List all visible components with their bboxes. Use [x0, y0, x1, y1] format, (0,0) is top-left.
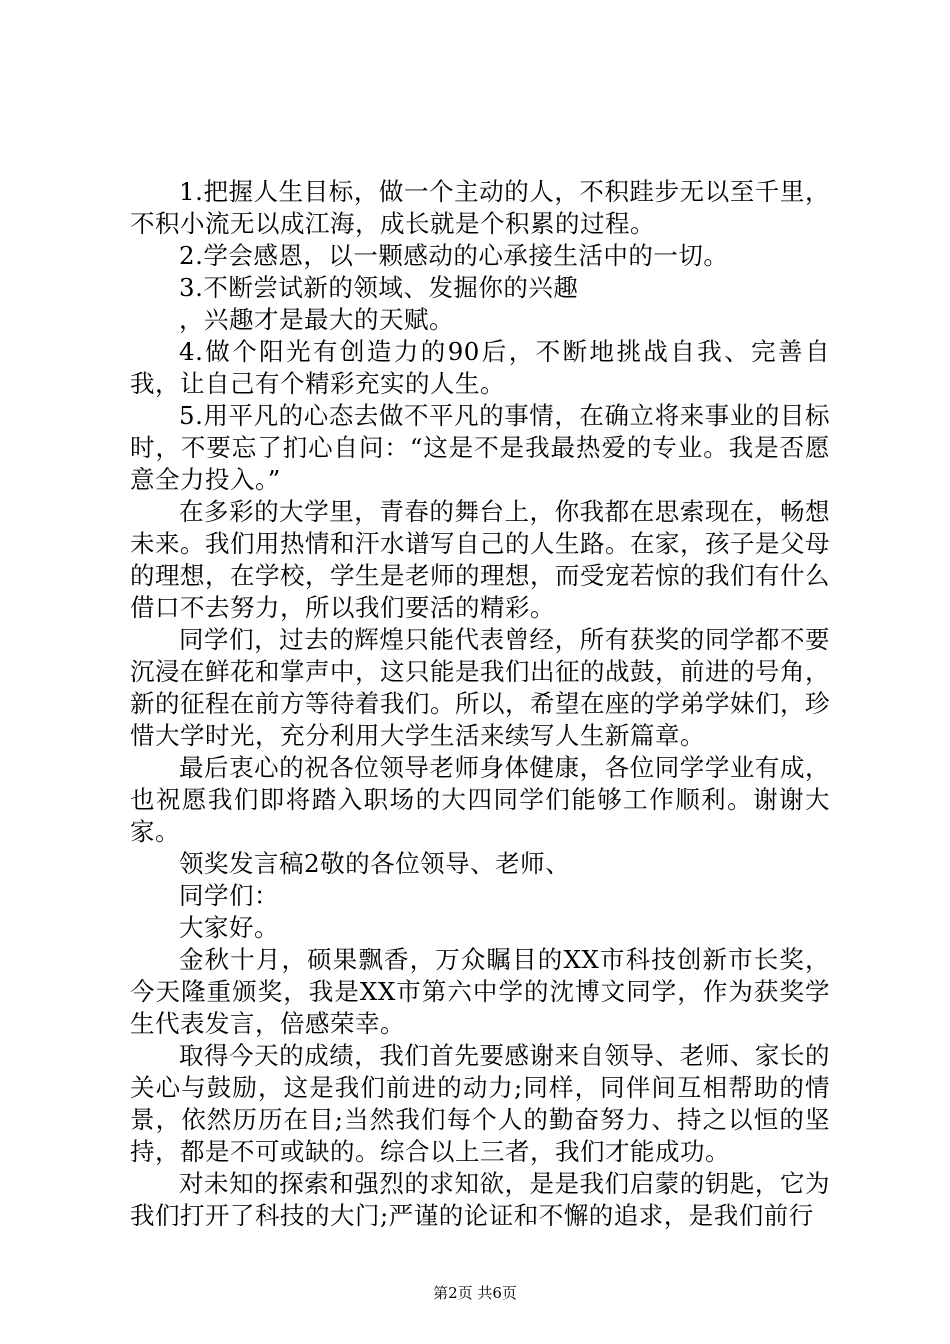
page-footer: 第2页 共6页 [433, 1284, 517, 1302]
paragraph-1: 1.把握人生目标，做一个主动的人，不积跬步无以至千里，不积小流无以成江海，成长就是个积累的过程。 [130, 177, 830, 238]
paragraph-5: 4.做个阳光有创造力的90后，不断地挑战自我、完善自我，让自己有个精彩充实的人生。 [130, 337, 830, 398]
paragraph-8: 同学们，过去的辉煌只能代表曾经，所有获奖的同学都不要沉浸在鲜花和掌声中，这只能是我们出征的战鼓，前进的号角，新的征程在前方等待着我们。所以，希望在座的学弟学妹们，珍惜大学时光，充分利用大学生活来续写人生新篇章。 [130, 625, 830, 750]
paragraph-10: 领奖发言稿2敬的各位领导、老师、 [179, 849, 571, 878]
paragraph-14: 取得今天的成绩，我们首先要感谢来自领导、老师、家长的关心与鼓励，这是我们前进的动力;同样，同伴间互相帮助的情景，依然历历在目;当然我们每个人的勤奋努力、持之以恒的坚持，都是不可或缺的。综合以上三者，我们才能成功。 [130, 1041, 830, 1166]
paragraph-11: 同学们： [179, 881, 279, 910]
paragraph-2: 2.学会感恩，以一颗感动的心承接生活中的一切。 [179, 241, 729, 270]
paragraph-7: 在多彩的大学里，青春的舞台上，你我都在思索现在，畅想未来。我们用热情和汗水谱写自己的人生路。在家，孩子是父母的理想，在学校，学生是老师的理想，而受宠若惊的我们有什么借口不去努力，所以我们要活的精彩。 [130, 497, 830, 622]
document-body [130, 176, 830, 1232]
paragraph-3: 3.不断尝试新的领域、发掘你的兴趣 [179, 273, 579, 302]
paragraph-9: 最后衷心的祝各位领导老师身体健康，各位同学学业有成，也祝愿我们即将踏入职场的大四同学们能够工作顺利。谢谢大家。 [130, 753, 830, 846]
paragraph-15: 对未知的探索和强烈的求知欲，是是我们启蒙的钥匙，它为我们打开了科技的大门;严谨的论证和不懈的追求，是我们前行 [130, 1169, 830, 1230]
paragraph-12: 大家好。 [179, 913, 279, 942]
paragraph-13: 金秋十月，硕果飘香，万众瞩目的XX市科技创新市长奖，今天隆重颁奖，我是XX市第六中学的沈博文同学，作为获奖学生代表发言，倍感荣幸。 [130, 945, 830, 1038]
paragraph-4: ，兴趣才是最大的天赋。 [179, 305, 454, 334]
paragraph-6: 5.用平凡的心态去做不平凡的事情，在确立将来事业的目标时，不要忘了扪心自问：“这是不是我最热爱的专业。我是否愿意全力投入。” [130, 401, 830, 494]
